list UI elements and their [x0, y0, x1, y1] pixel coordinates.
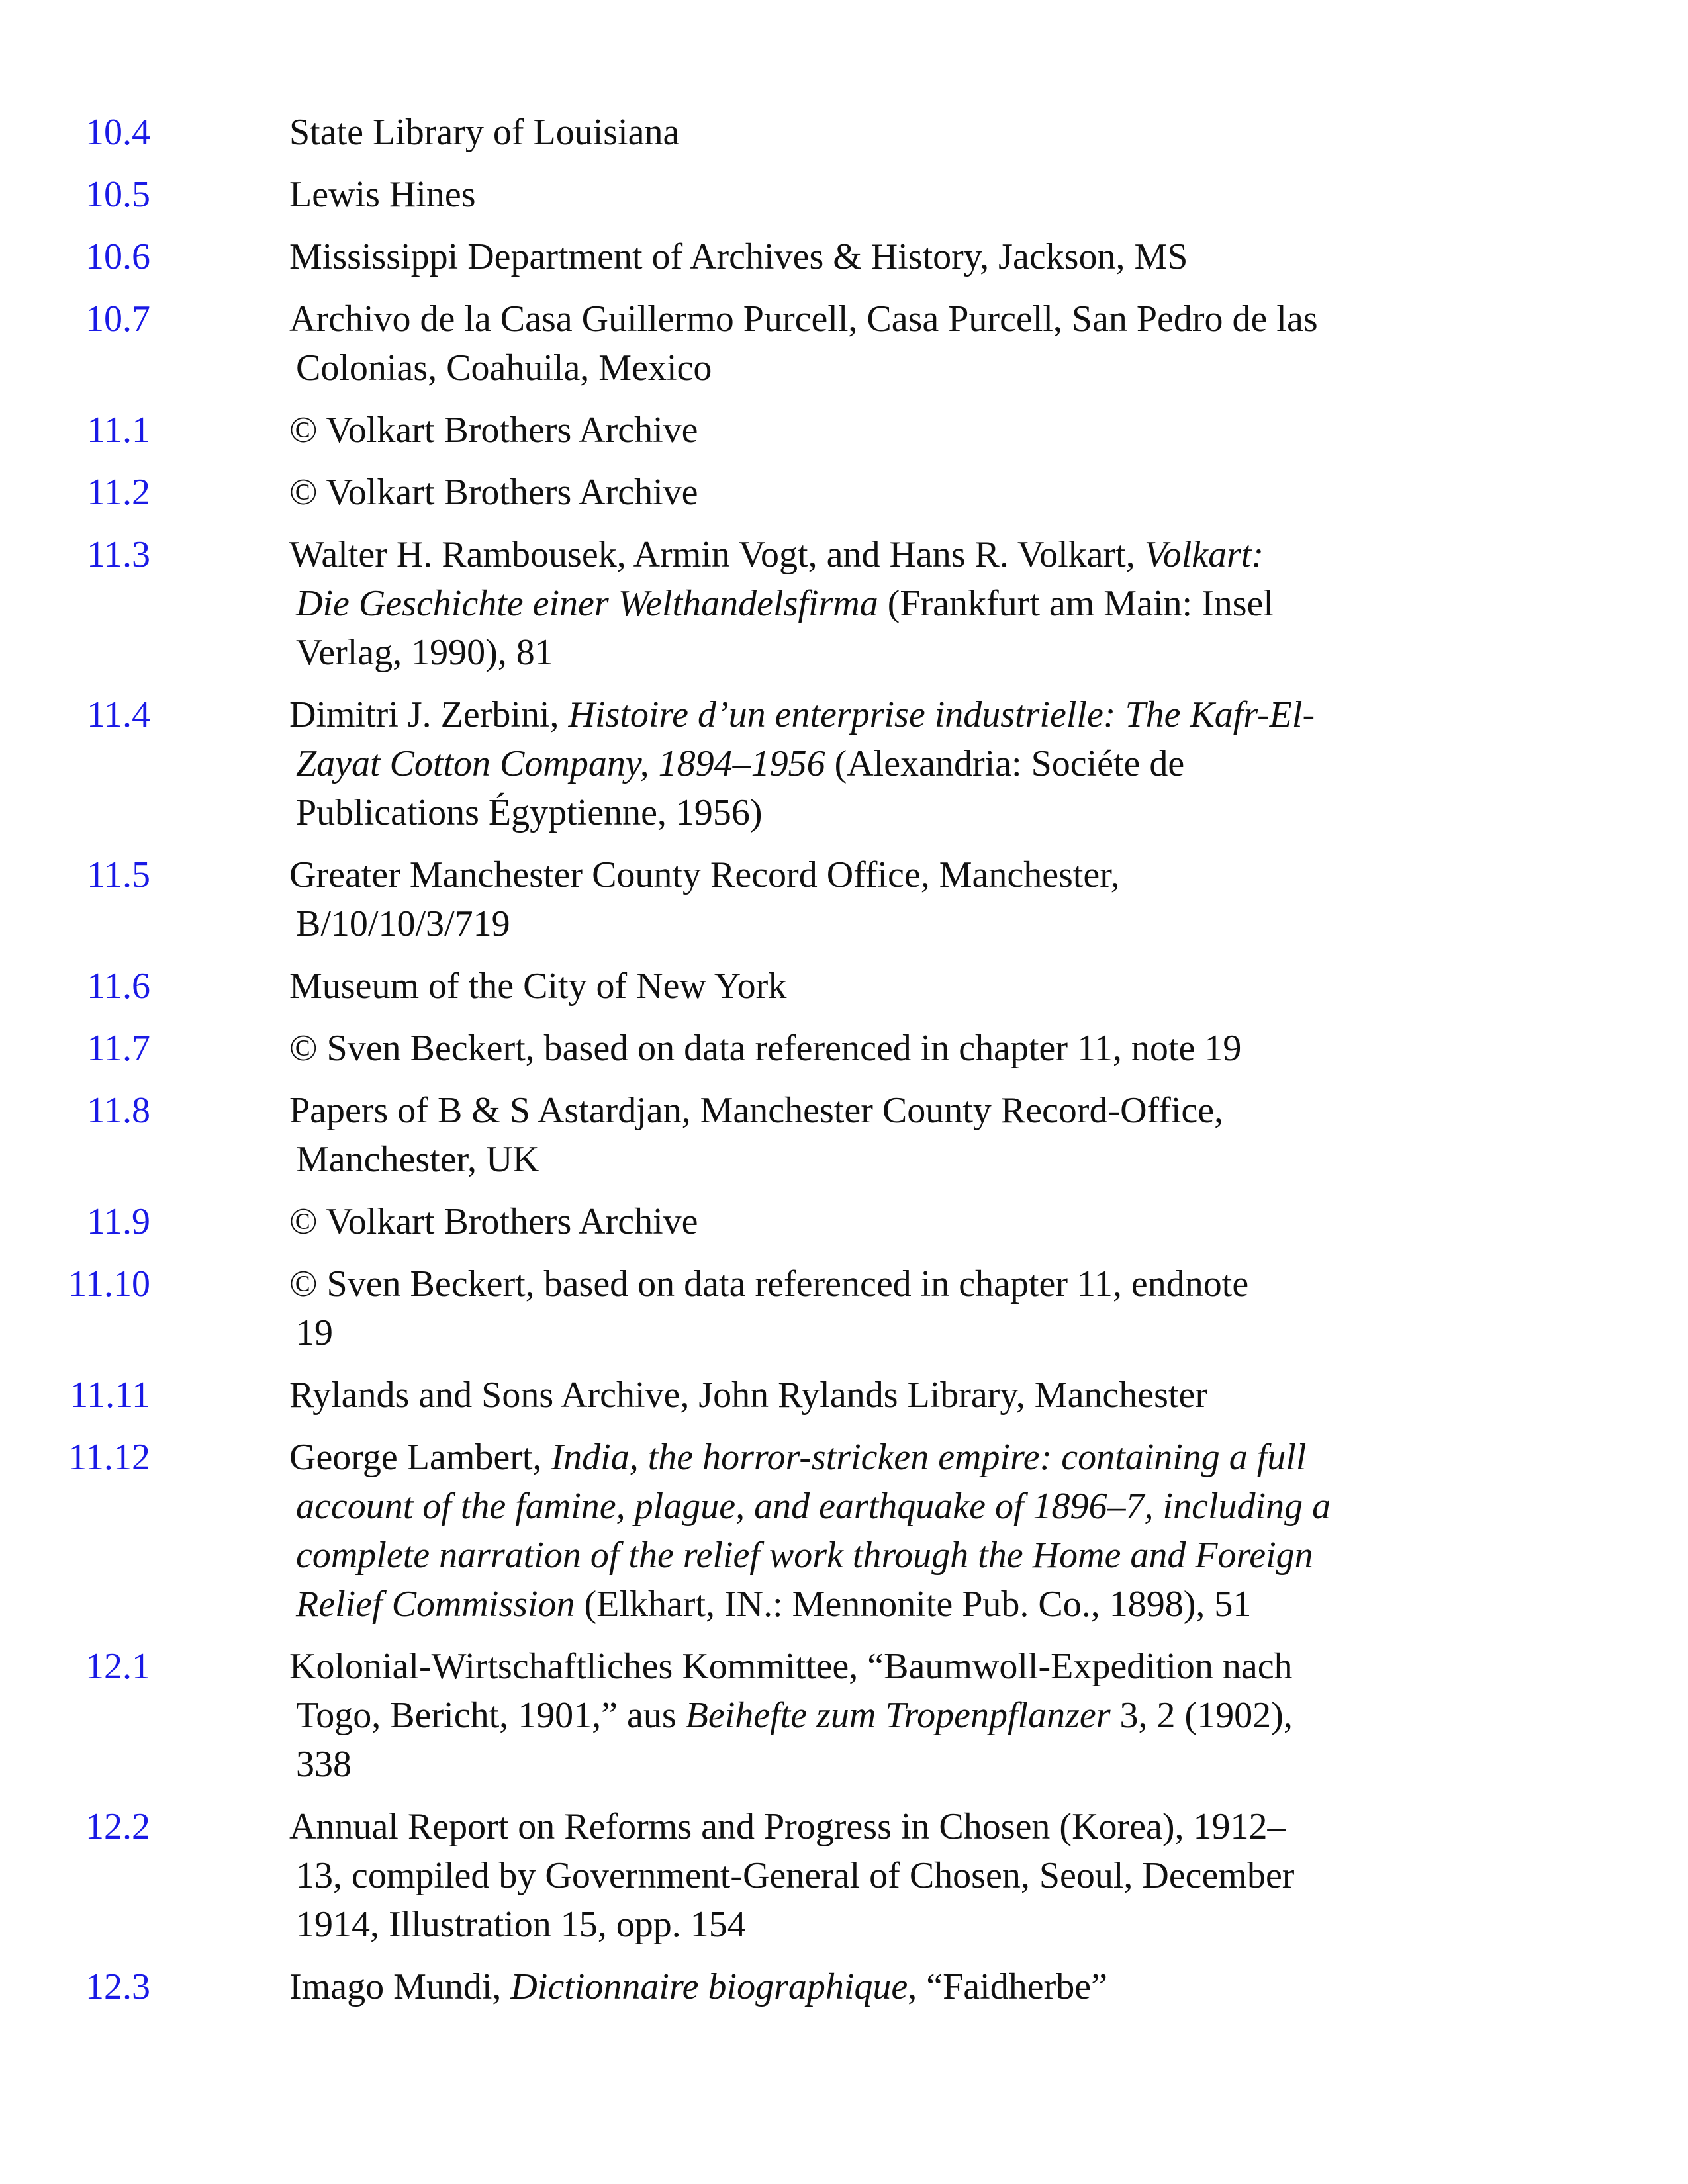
credit-text: Colonias, Coahuila, Mexico — [296, 347, 712, 388]
figure-number: 12.3 — [85, 1966, 150, 2007]
figure-number: 10.7 — [85, 298, 150, 340]
figure-number: 11.4 — [87, 694, 150, 735]
credit-text: , “Faidherbe” — [908, 1966, 1107, 2007]
figure-number: 11.8 — [87, 1090, 150, 1131]
credit-entry — [0, 1086, 1570, 1184]
credit-text: State Library of Louisiana — [289, 112, 680, 153]
credit-line — [289, 690, 1570, 739]
credit-text-italic: Die Geschichte einer Welthandelsfirma — [296, 583, 878, 624]
credit-line — [289, 170, 1570, 219]
credit-line — [289, 850, 1570, 899]
credit-line — [289, 232, 1570, 281]
credit-text-italic: Beihefte zum Tropenpflanzer — [685, 1695, 1111, 1736]
credit-text: © Sven Beckert, based on data referenced in chapter 11, note 19 — [289, 1028, 1242, 1069]
credit-entry — [0, 108, 1570, 157]
credit-text: Greater Manchester County Record Office, Manchester, — [289, 854, 1120, 895]
figure-number: 11.2 — [87, 472, 150, 513]
credit-line — [289, 1135, 1570, 1184]
credit-line — [289, 1802, 1570, 1851]
credit-text: Dimitri J. Zerbini, — [289, 694, 569, 735]
credit-line — [289, 579, 1570, 628]
credit-text: Walter H. Rambousek, Armin Vogt, and Hans R. Volkart, — [289, 534, 1145, 575]
credit-text: © Volkart Brothers Archive — [289, 410, 698, 451]
credit-text: Imago Mundi, — [289, 1966, 511, 2007]
credit-text-italic: complete narration of the relief work through the Home and Foreign — [296, 1535, 1313, 1576]
figure-number: 11.10 — [68, 1263, 150, 1304]
credit-entry — [0, 1962, 1570, 2011]
figure-number: 11.11 — [70, 1375, 150, 1416]
credit-entry — [0, 690, 1570, 837]
credit-text-italic: Dictionnaire biographique — [510, 1966, 908, 2007]
credit-text: Publications Égyptienne, 1956) — [296, 792, 763, 833]
credit-text-italic: Histoire d’un enterprise industrielle: The Kafr-El- — [568, 694, 1315, 735]
credit-text: (Frankfurt am Main: Insel — [878, 583, 1274, 624]
credit-entry — [0, 1259, 1570, 1357]
figure-number: 11.5 — [87, 854, 150, 895]
credit-entry — [0, 468, 1570, 517]
credit-line — [289, 1259, 1570, 1308]
credit-line — [289, 962, 1570, 1011]
credit-line — [289, 295, 1570, 343]
figure-number: 11.7 — [87, 1028, 150, 1069]
credit-entry — [0, 170, 1570, 219]
credit-text-italic: Relief Commission — [296, 1584, 575, 1625]
credit-line — [289, 406, 1570, 455]
figure-number: 10.6 — [85, 236, 150, 277]
credit-entry — [0, 530, 1570, 677]
credit-text: 1914, Illustration 15, opp. 154 — [296, 1904, 746, 1945]
credit-entry — [0, 1024, 1570, 1073]
credit-line — [289, 1691, 1570, 1740]
credit-line — [289, 1962, 1570, 2011]
credit-text: Manchester, UK — [296, 1139, 539, 1180]
credit-text: Verlag, 1990), 81 — [296, 632, 553, 673]
credit-line — [289, 108, 1570, 157]
figure-number: 11.6 — [87, 966, 150, 1007]
credit-text: Papers of B & S Astardjan, Manchester County Record-Office, — [289, 1090, 1224, 1131]
credit-text: 13, compiled by Government-General of Chosen, Seoul, December — [296, 1855, 1295, 1896]
credit-line — [289, 1642, 1570, 1691]
credit-entry — [0, 1802, 1570, 1949]
credit-entry — [0, 850, 1570, 948]
credit-line — [289, 1740, 1570, 1789]
credit-text: 3, 2 (1902), — [1110, 1695, 1293, 1736]
credit-text: Kolonial-Wirtschaftliches Kommittee, “Baumwoll-Expedition nach — [289, 1646, 1293, 1687]
figure-number: 11.3 — [87, 534, 150, 575]
credit-text: 338 — [296, 1744, 352, 1785]
credit-line — [289, 1900, 1570, 1949]
credit-line — [289, 1433, 1570, 1482]
credit-text: George Lambert, — [289, 1437, 551, 1478]
credit-line — [289, 468, 1570, 517]
credit-entry — [0, 295, 1570, 392]
credit-text: Lewis Hines — [289, 174, 476, 215]
figure-number: 11.12 — [68, 1437, 150, 1478]
figure-number: 10.4 — [85, 112, 150, 153]
credit-text: Mississippi Department of Archives & History, Jackson, MS — [289, 236, 1188, 277]
credit-text: © Volkart Brothers Archive — [289, 1201, 698, 1242]
figure-number: 12.1 — [85, 1646, 150, 1687]
figure-number: 10.5 — [85, 174, 150, 215]
figure-number: 12.2 — [85, 1806, 150, 1847]
credit-text: Archivo de la Casa Guillermo Purcell, Casa Purcell, San Pedro de las — [289, 298, 1318, 340]
credit-text: © Sven Beckert, based on data referenced in chapter 11, endnote — [289, 1263, 1249, 1304]
credit-entry — [0, 1642, 1570, 1789]
credit-line — [289, 1024, 1570, 1073]
credits-list — [0, 108, 1688, 2025]
credit-entry — [0, 232, 1570, 281]
credit-line — [289, 1371, 1570, 1420]
credit-entry — [0, 1371, 1570, 1420]
credit-line — [289, 1197, 1570, 1246]
credit-text: Rylands and Sons Archive, John Rylands Library, Manchester — [289, 1375, 1207, 1416]
credit-text: Museum of the City of New York — [289, 966, 787, 1007]
credit-entry — [0, 1433, 1570, 1629]
credit-text: Annual Report on Reforms and Progress in Chosen (Korea), 1912– — [289, 1806, 1286, 1847]
credit-entry — [0, 962, 1570, 1011]
credit-text-italic: Zayat Cotton Company, 1894–1956 — [296, 743, 825, 784]
credit-line — [289, 343, 1570, 392]
figure-number: 11.1 — [87, 410, 150, 451]
figure-number: 11.9 — [87, 1201, 150, 1242]
credit-line — [289, 1531, 1570, 1580]
credit-entry — [0, 1197, 1570, 1246]
credit-text: (Alexandria: Sociéte de — [825, 743, 1185, 784]
credit-line — [289, 1580, 1570, 1629]
credit-text: B/10/10/3/719 — [296, 903, 510, 944]
credit-line — [289, 1308, 1570, 1357]
credit-text-italic: account of the famine, plague, and earthquake of 1896–7, including a — [296, 1486, 1331, 1527]
credit-text: Togo, Bericht, 1901,” aus — [296, 1695, 686, 1736]
credit-line — [289, 628, 1570, 677]
credit-line — [289, 1086, 1570, 1135]
credit-line — [289, 1851, 1570, 1900]
credit-text-italic: India, the horror-stricken empire: containing a full — [551, 1437, 1307, 1478]
credit-text: (Elkhart, IN.: Mennonite Pub. Co., 1898), 51 — [575, 1584, 1252, 1625]
credit-line — [289, 739, 1570, 788]
credit-text: 19 — [296, 1312, 333, 1353]
credit-line — [289, 530, 1570, 579]
credit-entry — [0, 406, 1570, 455]
credit-line — [289, 1482, 1570, 1531]
credit-line — [289, 788, 1570, 837]
credit-line — [289, 899, 1570, 948]
credit-text: © Volkart Brothers Archive — [289, 472, 698, 513]
credit-text-italic: Volkart: — [1144, 534, 1264, 575]
